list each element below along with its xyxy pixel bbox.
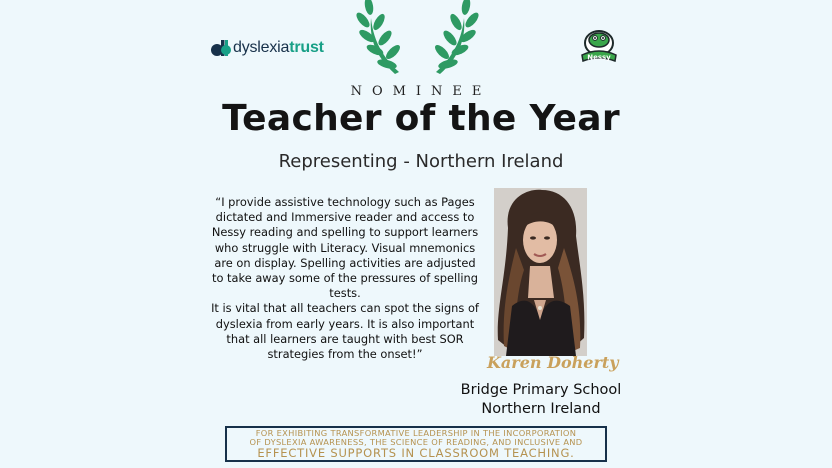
dyslexia-trust-logo — [210, 37, 324, 59]
nomination-quote — [210, 195, 480, 362]
portrait-illustration — [494, 188, 587, 356]
banner-line-1: FOR EXHIBITING TRANSFORMATIVE LEADERSHIP IN THE INCORPORATION — [255, 428, 577, 438]
quote-paragraph-2: It is vital that all teachers can spot the signs of dyslexia from early years. It is also important that all learners are taught with best SOR strategies from the onset!” — [211, 301, 479, 362]
nessy-logo-text: Nessy — [587, 53, 611, 62]
nominee-photo — [494, 188, 587, 356]
nessy-logo — [578, 25, 620, 65]
page-title: Teacher of the Year — [222, 98, 620, 139]
nominee-school: Bridge Primary School — [460, 382, 622, 398]
quote-paragraph-1: “I provide assistive technology such as Pages dictated and Immersive reader and access to Nessy reading and spelling to support learners who struggle with Literacy. Visual mnemonics are on display. Spelling activities are adjusted to take away some of the pressures of spelling tests. — [211, 195, 479, 301]
subtitle: Representing - Northern Ireland — [278, 151, 564, 172]
nominee-region: Northern Ireland — [481, 400, 601, 417]
nominee-label: NOMINEE — [350, 84, 492, 99]
nominee-school-block — [458, 381, 624, 418]
dyslexia-trust-wordmark — [233, 39, 324, 57]
dyslexia-trust-prefix: dyslexia — [233, 39, 290, 56]
dyslexia-trust-mark-icon — [210, 38, 232, 58]
citation-banner — [225, 426, 607, 462]
banner-line-2: OF DYSLEXIA AWARENESS, THE SCIENCE OF READING, AND INCLUSIVE AND — [249, 437, 583, 447]
dyslexia-trust-suffix: trust — [289, 39, 324, 56]
nominee-name: Karen Doherty — [487, 353, 619, 372]
laurel-wreath-icon — [355, 0, 480, 76]
banner-line-3: EFFECTIVE SUPPORTS IN CLASSROOM TEACHING. — [257, 446, 575, 460]
